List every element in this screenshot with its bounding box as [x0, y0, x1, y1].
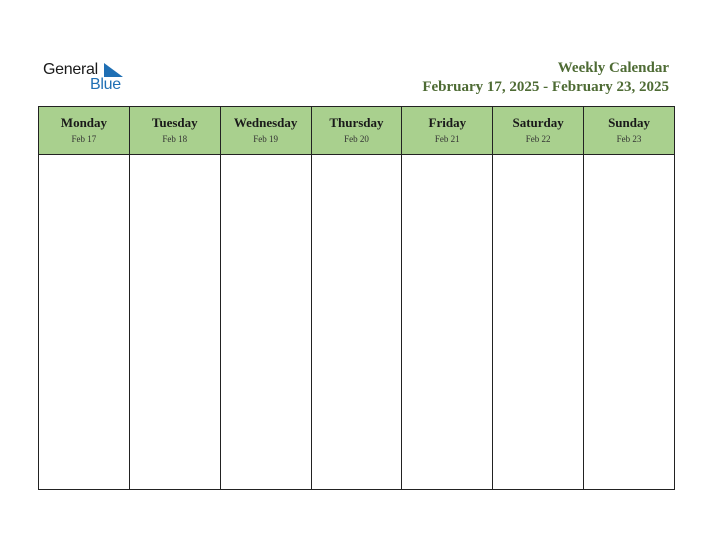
day-date: Feb 17: [71, 134, 97, 144]
day-name: Sunday: [608, 115, 650, 130]
logo-text-general: General: [43, 61, 98, 78]
day-header-friday: [402, 107, 493, 155]
day-name: Monday: [60, 115, 108, 130]
day-date: Feb 22: [525, 134, 551, 144]
day-header-saturday: [493, 107, 584, 155]
day-date: Feb 21: [434, 134, 460, 144]
logo-text-blue: Blue: [90, 76, 121, 93]
weekly-calendar-grid: [38, 106, 675, 490]
day-cell-wednesday[interactable]: [220, 155, 311, 490]
day-date: Feb 19: [253, 134, 278, 144]
day-cell-sunday[interactable]: [584, 155, 675, 490]
day-date: Feb 20: [344, 134, 369, 144]
brand-logo: [43, 61, 133, 95]
day-name: Thursday: [329, 115, 384, 130]
day-date: Feb 18: [162, 134, 188, 144]
day-name: Tuesday: [151, 115, 198, 130]
day-header-monday: [39, 107, 130, 155]
blue-triangle-icon: [104, 63, 123, 77]
day-name: Friday: [428, 115, 467, 130]
day-header-wednesday: [220, 107, 311, 155]
date-range: February 17, 2025 - February 23, 2025: [422, 79, 669, 95]
day-cell-thursday[interactable]: [311, 155, 402, 490]
day-cell-tuesday[interactable]: [129, 155, 220, 490]
calendar-header: [422, 59, 669, 97]
day-date: Feb 23: [616, 134, 642, 144]
day-cell-saturday[interactable]: [493, 155, 584, 490]
day-header-thursday: [311, 107, 402, 155]
day-cell-monday[interactable]: [39, 155, 130, 490]
day-name: Saturday: [512, 115, 564, 130]
day-header-tuesday: [129, 107, 220, 155]
day-cells-row: [39, 155, 675, 490]
page-title: Weekly Calendar: [557, 60, 669, 76]
day-header-sunday: [584, 107, 675, 155]
day-cell-friday[interactable]: [402, 155, 493, 490]
day-header-row: [39, 107, 675, 155]
day-name: Wednesday: [233, 115, 298, 130]
